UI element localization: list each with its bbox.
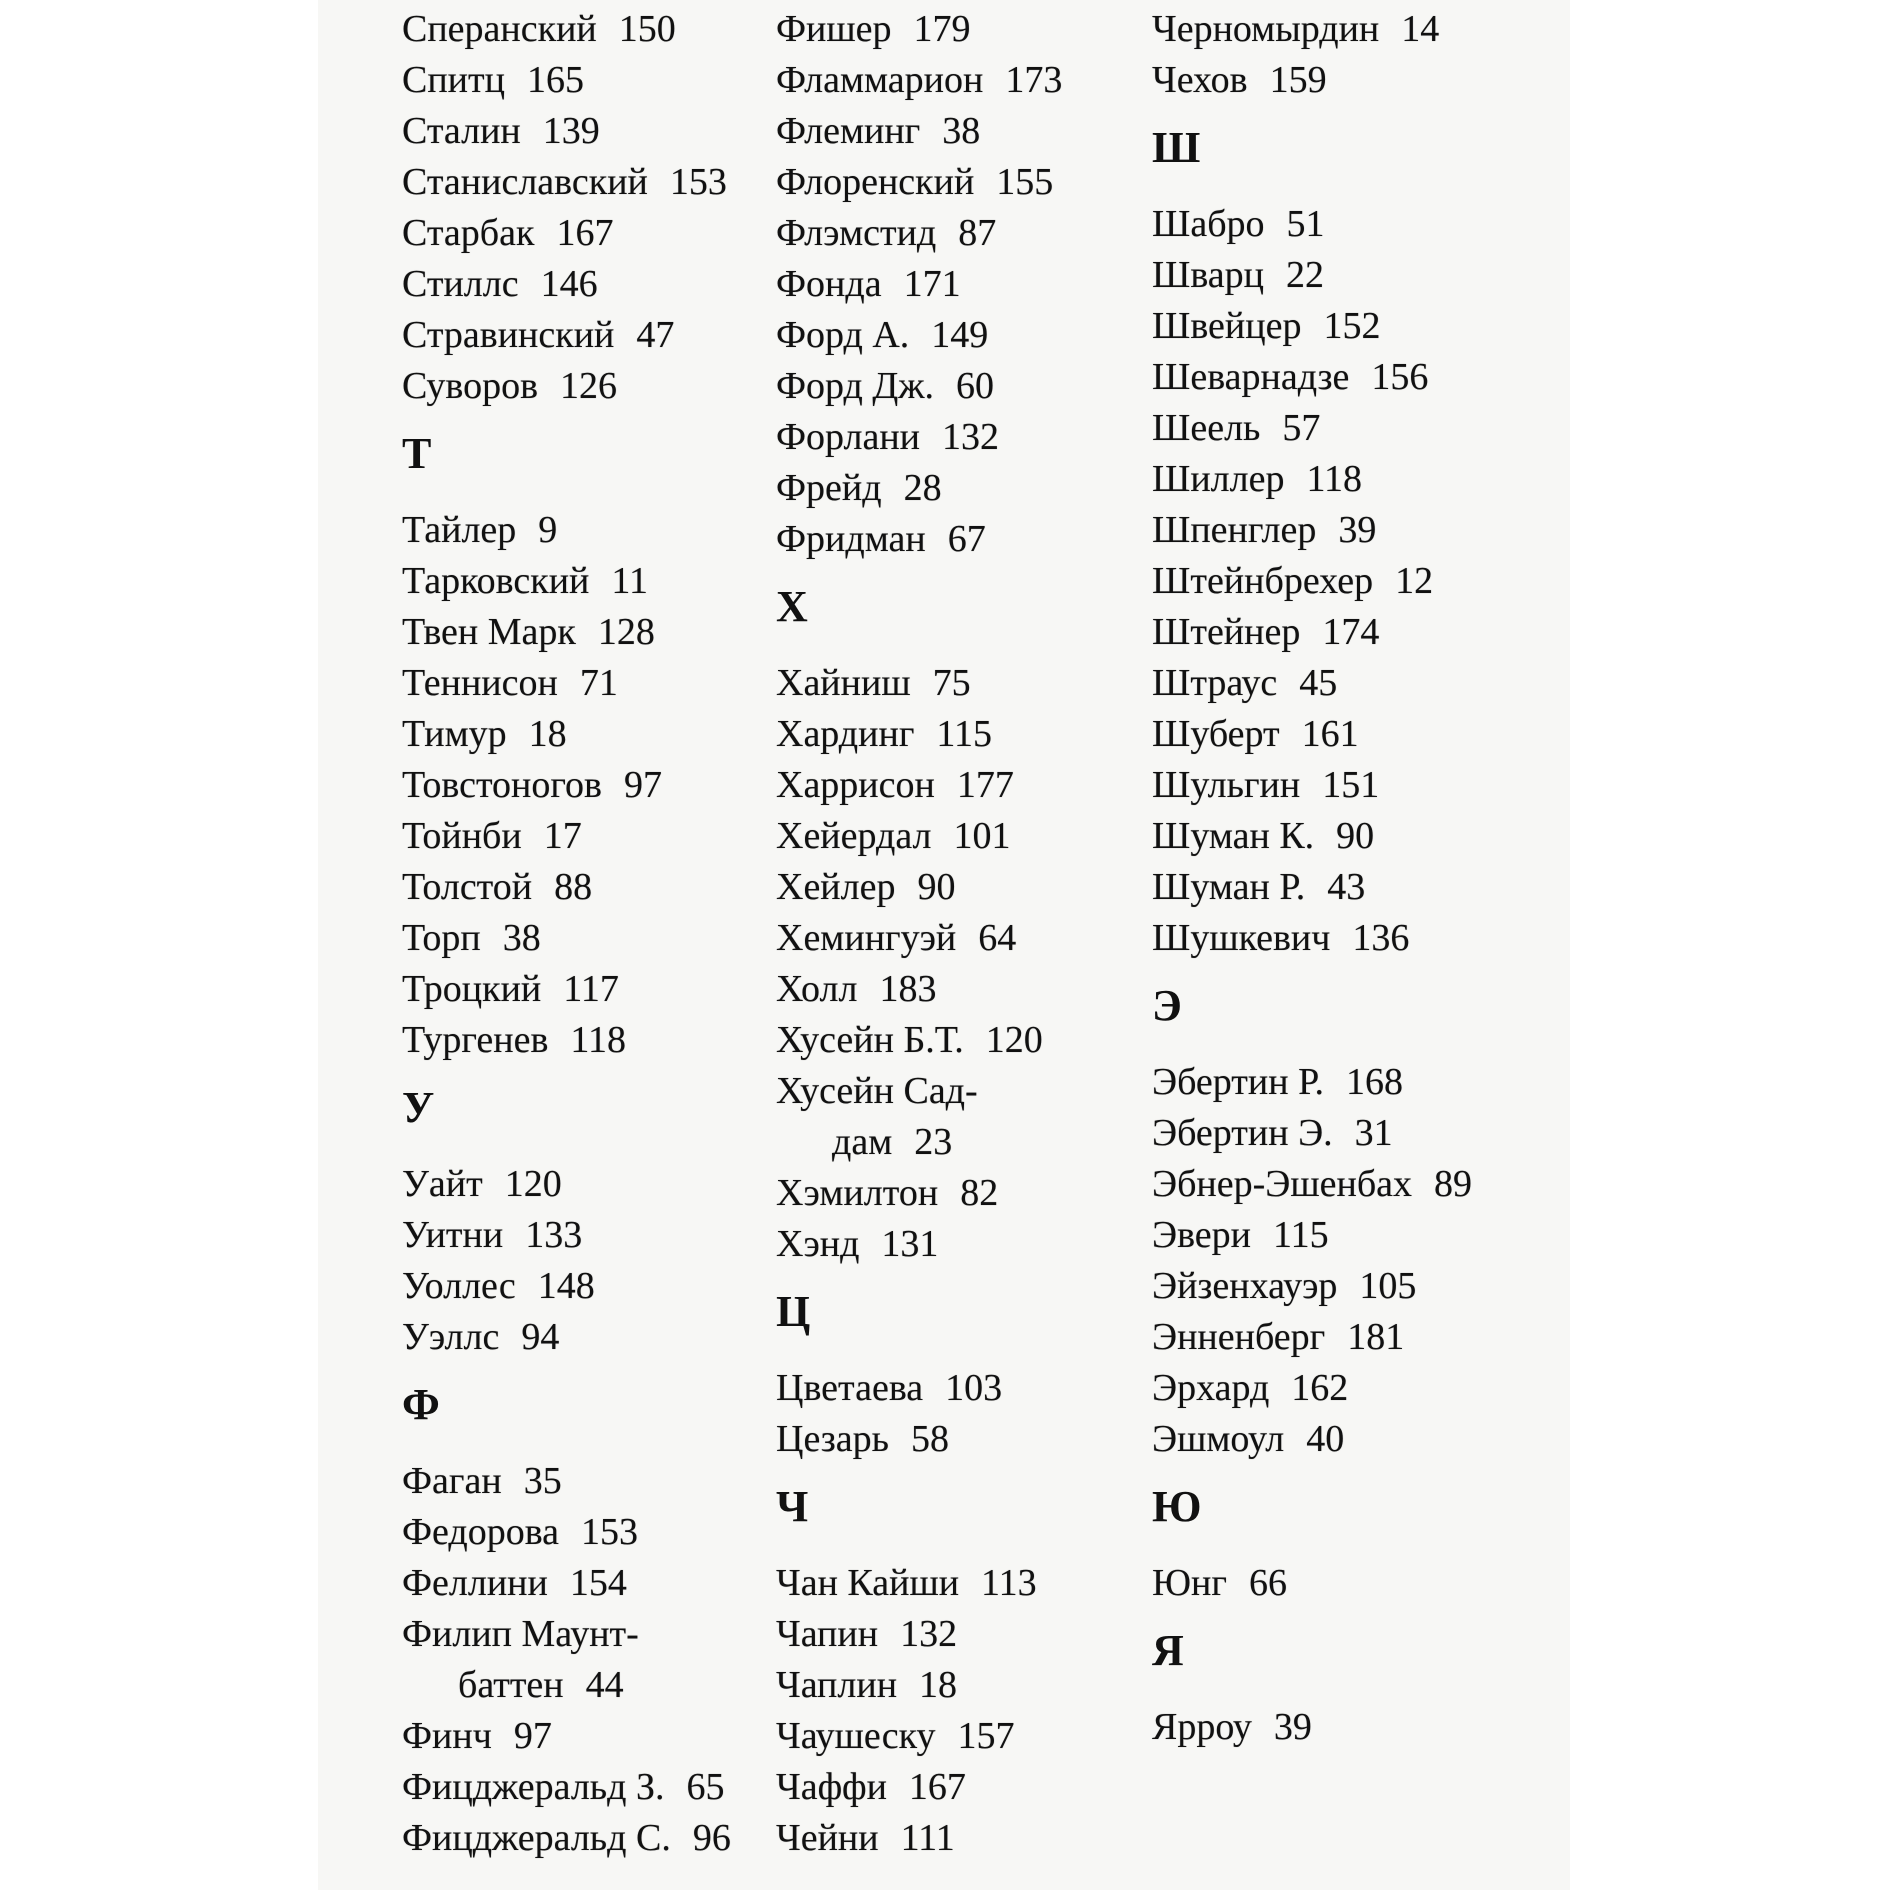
index-entry-name: Ярроу [1152,1706,1252,1748]
index-entry-page-number: 183 [879,968,937,1010]
index-entry [776,862,1148,913]
index-entry-page-number: 97 [623,764,662,806]
index-entry-page-number: 133 [525,1214,583,1256]
index-entry-name: Хардинг [776,713,915,755]
index-entry-page-number: 40 [1306,1418,1345,1460]
index-entry [402,1456,762,1507]
index-entry [1152,1210,1552,1261]
index-entry-name: Шульгин [1152,764,1301,806]
index-entry-name: Тимур [402,713,507,755]
index-entry-name: Шварц [1152,254,1264,296]
index-entry [1152,760,1552,811]
index-entry [776,709,1148,760]
index-entry-page-number: 17 [543,815,582,857]
index-entry-page-number: 89 [1434,1163,1473,1205]
index-entry-name: Станиславский [402,161,648,203]
index-entry-page-number: 136 [1352,917,1410,959]
index-entry-name: Штейнбрехер [1152,560,1374,602]
index-entry-name: Форд Дж. [776,365,935,407]
index-entry-name: Фламмарион [776,59,984,101]
index-entry-page-number: 150 [618,8,676,50]
index-entry-page-number: 156 [1371,356,1429,398]
index-entry-name: Фридман [776,518,926,560]
index-entry [1152,505,1552,556]
index-entry [1152,250,1552,301]
index-entry [776,1711,1148,1762]
index-entry [402,208,762,259]
index-entry [402,4,762,55]
index-section-letter: У [402,1083,435,1132]
index-entry-page-number: 58 [910,1418,949,1460]
index-entry [1152,862,1552,913]
index-entry [1152,199,1552,250]
index-entry [776,913,1148,964]
index-entry [402,1261,762,1312]
index-entry [1152,556,1552,607]
index-entry-page-number: 132 [900,1613,958,1655]
index-entry-name: Тайлер [402,509,517,551]
index-entry-page-number: 75 [932,662,971,704]
index-entry-page-number: 126 [560,365,618,407]
index-entry-name: Чейни [776,1817,879,1859]
index-entry-page-number: 154 [569,1562,627,1604]
index-entry-page-number: 51 [1286,203,1325,245]
index-entry-page-number: 18 [528,713,567,755]
index-entry-name: Флэмстид [776,212,937,254]
index-entry [402,760,762,811]
index-entry-name: Фаган [402,1460,502,1502]
index-entry [776,1660,1148,1711]
index-entry-name: баттен [458,1664,564,1706]
index-entry-page-number: 179 [913,8,971,50]
index-entry [776,208,1148,259]
index-entry-page-number: 45 [1299,662,1338,704]
index-entry [1152,1159,1552,1210]
index-entry-name: Троцкий [402,968,542,1010]
index-entry [402,55,762,106]
index-entry-page-number: 151 [1322,764,1380,806]
index-entry-name: Стравинский [402,314,615,356]
index-entry-page-number: 111 [900,1817,955,1859]
index-entry-page-number: 43 [1327,866,1366,908]
index-entry-page-number: 94 [521,1316,560,1358]
index-entry [776,259,1148,310]
index-entry-page-number: 155 [996,161,1054,203]
index-entry-name: Шушкевич [1152,917,1331,959]
index-entry [776,1813,1148,1864]
index-entry [402,1312,762,1363]
index-entry [402,505,762,556]
index-entry-page-number: 66 [1248,1562,1287,1604]
index-entry-page-number: 152 [1323,305,1381,347]
index-entry [402,1813,762,1864]
index-entry-name: Тойнби [402,815,522,857]
index-entry-page-number: 103 [945,1367,1003,1409]
index-entry-name: Чапин [776,1613,879,1655]
index-entry [1152,1261,1552,1312]
index-entry-page-number: 35 [523,1460,562,1502]
index-section-letter: Ш [1152,123,1201,172]
index-entry-name: Штейнер [1152,611,1301,653]
index-entry [1152,1363,1552,1414]
index-section-letter: Э [1152,981,1182,1030]
index-entry [402,913,762,964]
index-entry-page-number: 96 [692,1817,731,1859]
index-column-2 [776,4,1148,1864]
index-entry-name: Чаушеску [776,1715,936,1757]
index-entry-page-number: 181 [1347,1316,1405,1358]
index-entry [1152,55,1552,106]
index-entry-name: Шиллер [1152,458,1285,500]
index-entry-name: Уэллс [402,1316,500,1358]
index-entry [402,658,762,709]
index-entry-name: Чехов [1152,59,1248,101]
index-entry-name: Шабро [1152,203,1265,245]
index-entry-page-number: 31 [1354,1112,1393,1154]
index-section-letter: Ч [776,1482,809,1531]
index-entry [1152,1702,1552,1753]
index-section-letter: Х [776,582,808,631]
index-entry-name: Хусейн Б.Т. [776,1019,964,1061]
index-entry-page-number: 87 [958,212,997,254]
index-entry [776,4,1148,55]
index-entry-name: Суворов [402,365,539,407]
index-entry [402,556,762,607]
index-entry [1152,1558,1552,1609]
index-section-letter: Ф [402,1380,440,1429]
index-entry-page-number: 171 [903,263,961,305]
index-entry-page-number: 146 [540,263,598,305]
index-entry [1152,454,1552,505]
index-entry [1152,1414,1552,1465]
index-entry-page-number: 23 [914,1121,953,1163]
index-entry [1152,709,1552,760]
index-entry-page-number: 57 [1282,407,1321,449]
index-entry-name: Швейцер [1152,305,1302,347]
index-entry-page-number: 120 [504,1163,562,1205]
index-entry-name: Хэнд [776,1223,860,1265]
index-entry [1152,1057,1552,1108]
index-entry [402,106,762,157]
index-entry [1152,1312,1552,1363]
index-entry-name: Уоллес [402,1265,516,1307]
index-entry-name: Торп [402,917,481,959]
index-entry [776,1363,1148,1414]
index-entry-name: Теннисон [402,662,558,704]
index-entry-page-number: 9 [538,509,558,551]
index-entry-name: Цезарь [776,1418,889,1460]
index-entry-page-number: 11 [611,560,648,602]
index-entry-name: Чаплин [776,1664,898,1706]
index-entry-name: Хемингуэй [776,917,957,959]
index-entry [402,1507,762,1558]
index-entry-name: Эшмоул [1152,1418,1285,1460]
index-entry-page-number: 128 [597,611,655,653]
index-section-letter: Т [402,429,432,478]
index-entry-page-number: 157 [957,1715,1015,1757]
index-entry-name: Флоренский [776,161,975,203]
index-entry-name: Эрхард [1152,1367,1270,1409]
index-entry-page-number: 22 [1285,254,1324,296]
index-entry-name: Филип Маунт- [402,1613,639,1655]
index-entry-name: Эбертин Э. [1152,1112,1333,1154]
index-entry-name: Эбертин Р. [1152,1061,1324,1103]
index-section-letter: Я [1152,1626,1184,1675]
index-entry [1152,4,1552,55]
index-entry-page-number: 131 [881,1223,939,1265]
index-entry-name: Флеминг [776,110,921,152]
index-entry [402,709,762,760]
index-entry [776,1219,1148,1270]
index-entry [402,1711,762,1762]
index-entry-name: Фонда [776,263,882,305]
index-entry-page-number: 173 [1005,59,1063,101]
index-entry [402,157,762,208]
index-entry-name: Фишер [776,8,892,50]
index-entry-name: Чаффи [776,1766,887,1808]
index-entry-page-number: 28 [903,467,942,509]
index-entry [1152,1108,1552,1159]
index-entry-name: Энненберг [1152,1316,1326,1358]
index-entry-name: Эбнер-Эшенбах [1152,1163,1413,1205]
index-entry [1152,658,1552,709]
index-entry [1152,301,1552,352]
index-entry-page-number: 38 [502,917,541,959]
index-entry-page-number: 165 [526,59,584,101]
index-entry [776,55,1148,106]
index-entry-page-number: 113 [981,1562,1037,1604]
index-entry [776,1414,1148,1465]
index-entry [776,106,1148,157]
index-entry-page-number: 39 [1273,1706,1312,1748]
index-entry-page-number: 159 [1269,59,1327,101]
index-entry [776,760,1148,811]
index-entry-name: Феллини [402,1562,548,1604]
index-entry [776,811,1148,862]
index-entry-page-number: 177 [956,764,1014,806]
index-entry [776,310,1148,361]
index-entry-page-number: 12 [1395,560,1434,602]
index-entry [402,259,762,310]
index-entry-name: Эвери [1152,1214,1252,1256]
index-entry-name: Эйзенхауэр [1152,1265,1338,1307]
index-entry-page-number: 168 [1345,1061,1403,1103]
index-entry-page-number: 14 [1401,8,1440,50]
index-entry-name: Шеель [1152,407,1261,449]
index-entry-page-number: 39 [1338,509,1377,551]
index-entry-name: Штраус [1152,662,1278,704]
index-entry-name: Сперанский [402,8,597,50]
index-entry-name: Фицджеральд З. [402,1766,665,1808]
index-entry-name: Хусейн Сад- [776,1070,978,1112]
index-entry [776,1609,1148,1660]
index-entry [776,514,1148,565]
index-entry-page-number: 101 [953,815,1011,857]
index-entry-name: Спитц [402,59,505,101]
index-entry-page-number: 105 [1359,1265,1417,1307]
index-entry-name: Сталин [402,110,521,152]
index-entry-page-number: 38 [942,110,981,152]
index-entry [776,658,1148,709]
index-entry-page-number: 115 [936,713,992,755]
index-entry-name: Форлани [776,416,921,458]
index-entry-name: Тургенев [402,1019,549,1061]
index-entry-name: Шеварнадзе [1152,356,1350,398]
index-entry-name: Тарковский [402,560,590,602]
index-entry-page-number: 44 [585,1664,624,1706]
index-entry [402,310,762,361]
index-entry [776,1066,1148,1117]
index-entry-page-number: 120 [985,1019,1043,1061]
index-entry-name: Черномырдин [1152,8,1380,50]
index-entry-page-number: 118 [570,1019,627,1061]
index-entry-name: Холл [776,968,858,1010]
index-entry [776,1762,1148,1813]
index-entry [402,1210,762,1261]
index-entry-continuation [776,1117,1148,1168]
index-column-1 [402,4,762,1864]
index-entry-page-number: 82 [960,1172,999,1214]
index-entry-page-number: 88 [554,866,593,908]
index-entry [402,1159,762,1210]
index-entry-name: Фицджеральд С. [402,1817,671,1859]
index-entry-name: Старбак [402,212,535,254]
index-entry [1152,913,1552,964]
index-entry-name: Уайт [402,1163,483,1205]
index-section-letter: Ю [1152,1482,1202,1531]
index-entry-name: Цветаева [776,1367,924,1409]
index-entry-name: Шуберт [1152,713,1280,755]
index-entry-page-number: 117 [563,968,619,1010]
index-entry [776,1558,1148,1609]
index-entry-page-number: 97 [513,1715,552,1757]
index-entry [776,412,1148,463]
index-entry-page-number: 90 [917,866,956,908]
index-entry-name: Форд А. [776,314,910,356]
index-entry-page-number: 162 [1291,1367,1349,1409]
index-entry-page-number: 167 [556,212,614,254]
index-entry [402,1558,762,1609]
index-entry-page-number: 90 [1336,815,1375,857]
index-entry-name: Стиллс [402,263,519,305]
index-entry-name: Хайниш [776,662,911,704]
index-entry [776,964,1148,1015]
index-entry-page-number: 18 [919,1664,958,1706]
index-entry-page-number: 149 [931,314,989,356]
index-entry-page-number: 132 [942,416,1000,458]
index-entry-name: Шуман К. [1152,815,1315,857]
index-entry-page-number: 174 [1322,611,1380,653]
index-entry-page-number: 71 [579,662,618,704]
index-entry [776,463,1148,514]
index-entry [1152,403,1552,454]
index-entry-page-number: 153 [669,161,727,203]
index-entry-name: Уитни [402,1214,504,1256]
index-entry-page-number: 167 [908,1766,966,1808]
index-entry-name: Федорова [402,1511,560,1553]
index-entry-name: Товстоногов [402,764,602,806]
index-entry [776,1168,1148,1219]
index-entry-name: Твен Марк [402,611,576,653]
index-entry [402,607,762,658]
index-entry-name: Финч [402,1715,492,1757]
index-entry [402,964,762,1015]
index-entry [402,811,762,862]
index-entry [402,361,762,412]
index-entry-name: Юнг [1152,1562,1227,1604]
index-entry [402,1762,762,1813]
index-entry [1152,352,1552,403]
index-entry-name: Хэмилтон [776,1172,939,1214]
index-entry [776,361,1148,412]
index-entry-page-number: 65 [686,1766,725,1808]
index-entry-page-number: 139 [542,110,600,152]
index-entry-name: Шуман Р. [1152,866,1306,908]
index-entry [1152,607,1552,658]
index-entry [402,1609,762,1660]
index-entry-page-number: 60 [956,365,995,407]
index-entry-continuation [402,1660,762,1711]
index-entry-page-number: 115 [1273,1214,1329,1256]
index-entry-page-number: 161 [1301,713,1359,755]
index-entry [1152,811,1552,862]
index-entry-name: Чан Кайши [776,1562,960,1604]
index-entry [776,157,1148,208]
index-entry-page-number: 67 [947,518,986,560]
index-entry-name: Фрейд [776,467,882,509]
index-entry-name: Толстой [402,866,533,908]
index-entry [776,1015,1148,1066]
index-entry-page-number: 148 [537,1265,595,1307]
index-entry-name: Харрисон [776,764,935,806]
index-column-3 [1152,4,1552,1753]
index-entry-name: дам [832,1121,893,1163]
index-entry [402,862,762,913]
index-entry-page-number: 64 [978,917,1017,959]
index-entry [402,1015,762,1066]
index-entry-name: Шпенглер [1152,509,1317,551]
index-entry-page-number: 118 [1306,458,1363,500]
index-section-letter: Ц [776,1287,811,1336]
index-entry-page-number: 153 [581,1511,639,1553]
index-entry-page-number: 47 [636,314,675,356]
index-entry-name: Хейердал [776,815,932,857]
index-entry-name: Хейлер [776,866,896,908]
